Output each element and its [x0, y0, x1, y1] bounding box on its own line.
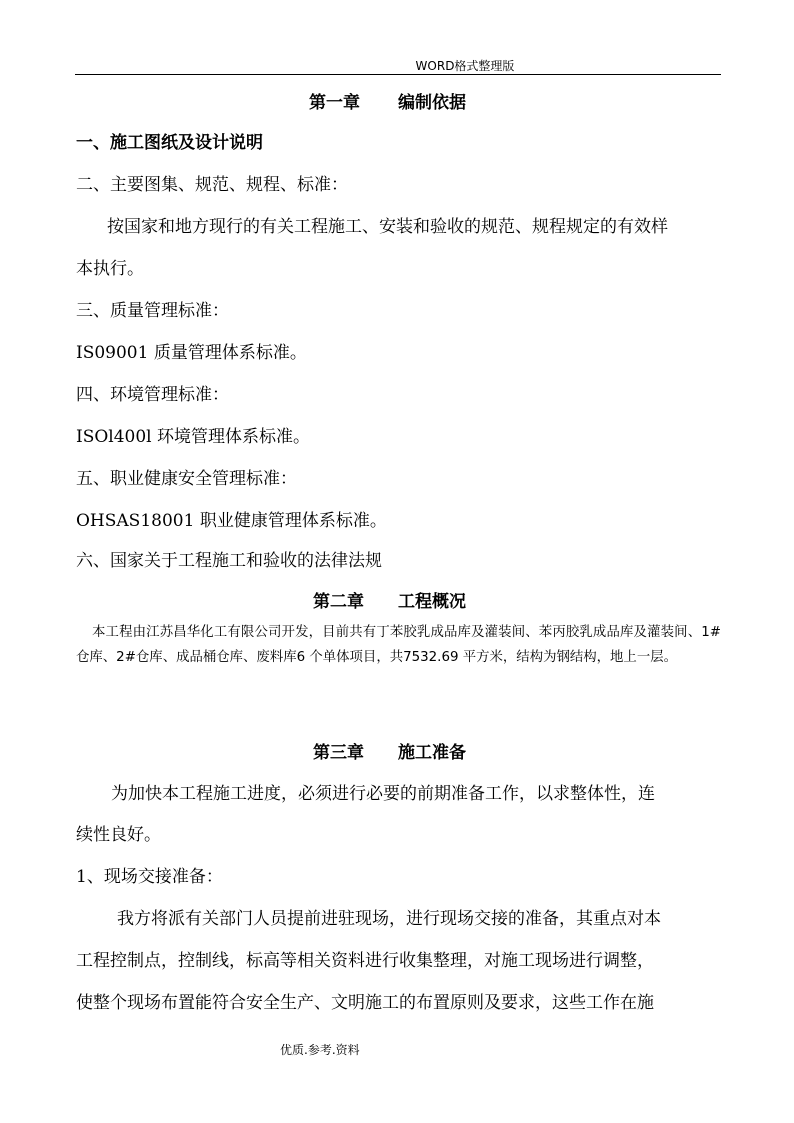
page-header: WORD格式整理版 [415, 59, 515, 73]
page-footer: 优质.参考.资料 [280, 1043, 360, 1057]
chapter-1-heading [309, 88, 466, 113]
prep-paragraph-line-1: 为加快本工程施工进度，必须进行必要的前期准备工作，以求整体性，连 [111, 784, 655, 804]
chapter-2-title: 工程概况 [398, 592, 466, 612]
site-paragraph-line-2: 工程控制点，控制线，标高等相关资料进行收集整理，对施工现场进行调整， [76, 951, 654, 971]
chapter-3-title: 施工准备 [398, 743, 466, 763]
site-paragraph-line-1: 我方将派有关部门人员提前进驻现场，进行现场交接的准备，其重点对本 [117, 909, 661, 929]
section-4-heading: 四、环境管理标准： [76, 385, 229, 405]
site-paragraph-line-3: 使整个现场布置能符合安全生产、文明施工的布置原则及要求，这些工作在施 [76, 993, 654, 1013]
iso14001-line: ISOl400l 环境管理体系标准。 [76, 427, 311, 447]
chapter-3-number: 第三章 [313, 743, 364, 763]
section-2-heading: 二、主要图集、规范、规程、标准： [76, 175, 348, 195]
standards-paragraph-line-1: 按国家和地方现行的有关工程施工、安装和验收的规范、规程规定的有效样 [107, 217, 668, 237]
item-1-heading: 1、现场交接准备： [76, 867, 223, 887]
chapter-2-heading [313, 587, 466, 612]
section-3-heading: 三、质量管理标准： [76, 301, 229, 321]
chapter-1-title: 编制依据 [398, 93, 466, 113]
prep-paragraph-line-2: 续性良好。 [76, 825, 161, 845]
standards-paragraph-line-2: 本执行。 [76, 259, 144, 279]
section-6-heading: 六、国家关于工程施工和验收的法律法规 [76, 551, 382, 571]
ohsas-line: OHSAS18001 职业健康管理体系标准。 [76, 511, 387, 531]
iso9001-line: IS09001 质量管理体系标准。 [76, 343, 307, 363]
section-5-heading: 五、职业健康安全管理标准： [76, 469, 297, 489]
header-rule [75, 74, 721, 75]
chapter-1-number: 第一章 [309, 93, 360, 113]
chapter-2-number: 第二章 [313, 592, 364, 612]
section-1-heading: 一、施工图纸及设计说明 [76, 133, 263, 153]
chapter-3-heading [313, 738, 466, 763]
project-overview-paragraph: 本工程由江苏昌华化工有限公司开发，目前共有丁苯胶乳成品库及灌装间、苯丙胶乳成品库及灌装间、1#仓库、2#仓库、成品桶仓库、废料库6 个单体项目，共7532.69 平方米，结构为钢结构，地上一层。 [76, 625, 721, 665]
